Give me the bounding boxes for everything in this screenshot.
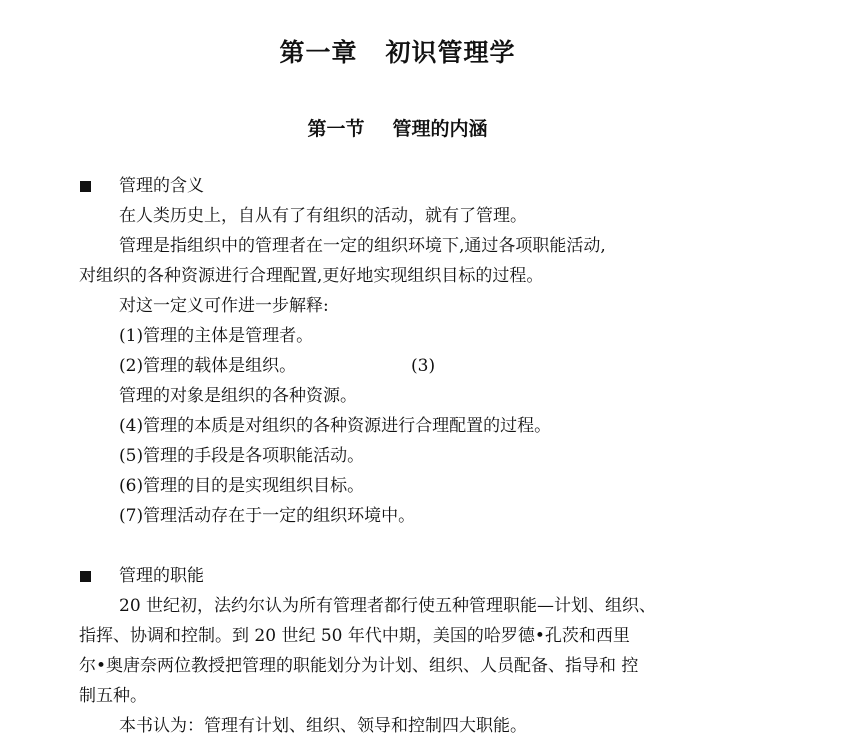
- section-name: 管理的内涵: [392, 118, 488, 140]
- list-item: 管理的对象是组织的各种资源。: [119, 386, 357, 406]
- list-item: (1)管理的主体是管理者。: [119, 326, 314, 346]
- list-item: (6)管理的目的是实现组织目标。: [119, 476, 365, 496]
- paragraph-line: 尔•奥唐奈两位教授把管理的职能划分为计划、组织、人员配备、指导和 控: [79, 656, 639, 676]
- subheading: 管理的含义: [119, 176, 204, 196]
- paragraph-line: 管理是指组织中的管理者在一定的组织环境下,通过各项职能活动,: [119, 236, 606, 256]
- subheading: 管理的职能: [119, 566, 204, 586]
- paragraph-line: 对这一定义可作进一步解释:: [119, 296, 329, 316]
- chapter-name: 初识管理学: [385, 38, 516, 67]
- list-item: (4)管理的本质是对组织的各种资源进行合理配置的过程。: [119, 416, 552, 436]
- paragraph-line: 20 世纪初，法约尔认为所有管理者都行使五种管理职能—计划、组织、: [119, 596, 657, 616]
- list-item-number: (3): [411, 356, 436, 376]
- list-item: (2)管理的载体是组织。: [119, 356, 297, 376]
- chapter-title: [0, 33, 795, 69]
- paragraph-line: 本书认为：管理有计划、组织、领导和控制四大职能。: [119, 716, 527, 736]
- section-title: [0, 114, 795, 141]
- paragraph-line: 对组织的各种资源进行合理配置,更好地实现组织目标的过程。: [79, 266, 544, 286]
- paragraph-line: 在人类历史上，自从有了有组织的活动，就有了管理。: [119, 206, 527, 226]
- section-number: 第一节: [307, 118, 365, 140]
- paragraph-line: 制五种。: [79, 686, 147, 706]
- bullet-icon: [80, 571, 91, 582]
- list-item: (7)管理活动存在于一定的组织环境中。: [119, 506, 416, 526]
- chapter-number: 第一章: [279, 38, 358, 67]
- list-item: (5)管理的手段是各项职能活动。: [119, 446, 365, 466]
- bullet-icon: [80, 181, 91, 192]
- paragraph-line: 指挥、协调和控制。到 20 世纪 50 年代中期，美国的哈罗德•孔茨和西里: [79, 626, 630, 646]
